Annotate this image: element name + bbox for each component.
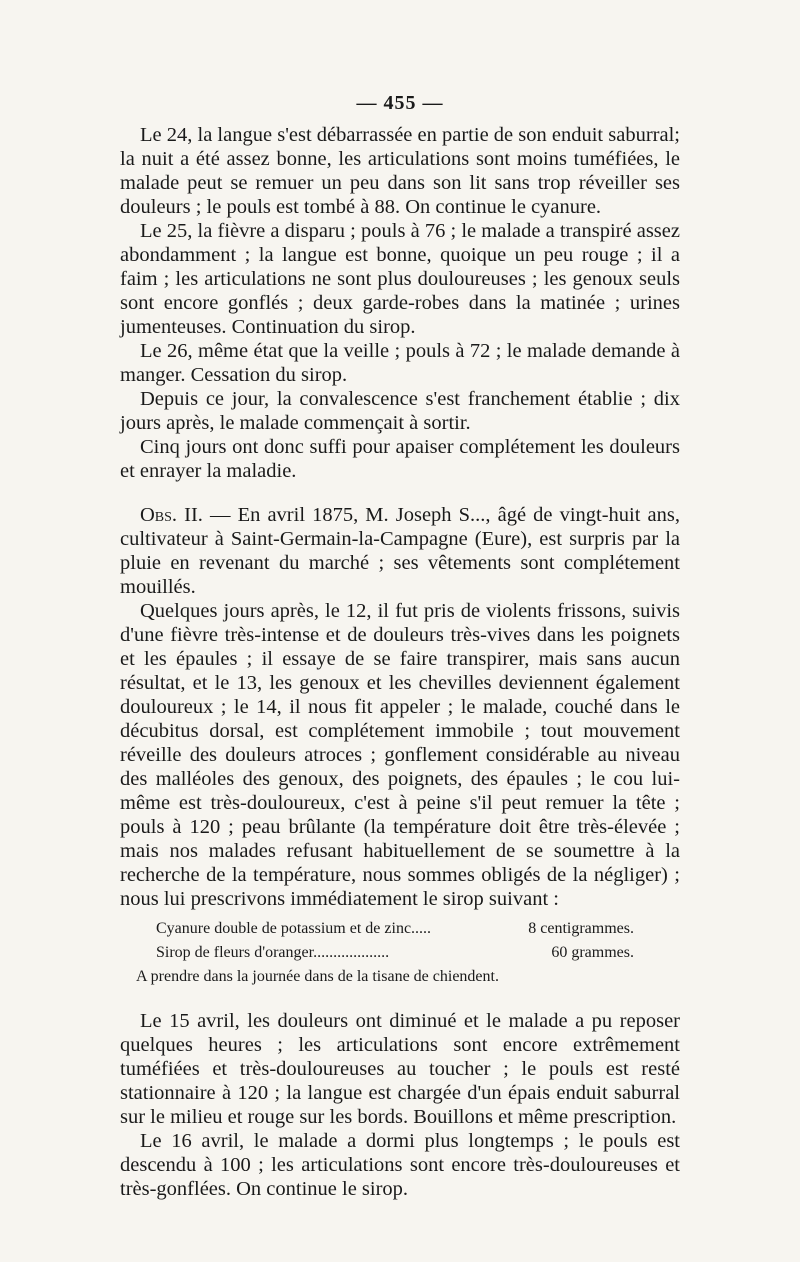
- paragraph-symptoms: Quelques jours après, le 12, il fut pris de violents frissons, suivis d'une fièvre très-intense et de douleurs très-vives dans les poignets et les épaules ; il essaye de se faire transpirer, mais sans aucun résultat, et le 13, les genoux et les chevilles deviennent également douloureux ; le 14, il nous fit appeler ; le malade, couché dans le décubitus dorsal, est complétement immobile ; tout mouvement réveille des douleurs atroces ; gonflement considérable au niveau des malléoles des genoux, des poignets, des épaules ; le cou lui-même est très-douloureux, c'est à peine s'il peut remuer la tête ; pouls à 120 ; peau brûlante (la température doit être très-élevée ; mais nos malades refusant habituellement de se soumettre à la recherche de la température, nous sommes obligés de la négliger) ; nous lui prescrivons immédiatement le sirop suivant :: [120, 600, 680, 910]
- prescription-formula: [120, 917, 680, 989]
- observation-text: — En avril 1875, M. Joseph S..., âgé de vingt-huit ans, cultivateur à Saint-Germain-la-Campagne (Eure), est surpris par la pluie en revenant du marché ; ses vêtements sont complétement mouillés.: [120, 504, 680, 598]
- observation-paragraph: [120, 503, 680, 599]
- formula-dose: 60 grammes.: [551, 944, 634, 961]
- paragraph-day-25: Le 25, la fièvre a disparu ; pouls à 76 ; le malade a transpiré assez abondamment ; la langue est bonne, quoique un peu rouge ; il a faim ; les articulations ne sont plus douloureuses ; les genoux seuls sont encore gonflés ; deux garde-robes dans la matinée ; urines jumenteuses. Continuation du sirop.: [120, 220, 680, 338]
- paragraph-april-16: Le 16 avril, le malade a dormi plus longtemps ; le pouls est descendu à 100 ; les articulations sont encore très-douloureuses et très-gonflées. On continue le sirop.: [120, 1130, 680, 1200]
- formula-item: Sirop de fleurs d'oranger...................: [156, 944, 390, 961]
- formula-dose: 8 centigrammes.: [528, 920, 634, 937]
- paragraph-day-24: Le 24, la langue s'est débarrassée en partie de son enduit saburral; la nuit a été assez bonne, les articulations sont moins tuméfiées, le malade peut se remuer un peu dans son lit sans trop réveiller ses douleurs ; le pouls est tombé à 88. On continue le cyanure.: [120, 124, 680, 218]
- document-page: [120, 92, 680, 1201]
- observation-label: Obs. II.: [140, 504, 203, 526]
- paragraph-day-26: Le 26, même état que la veille ; pouls à 72 ; le malade demande à manger. Cessation du sirop.: [120, 340, 680, 386]
- formula-instruction: A prendre dans la journée dans de la tisane de chiendent.: [136, 968, 499, 985]
- formula-item: Cyanure double de potassium et de zinc.....: [156, 920, 432, 937]
- paragraph-april-15: Le 15 avril, les douleurs ont diminué et le malade a pu reposer quelques heures ; les articulations sont encore extrêmement tuméfiées et très-douloureuses au toucher ; le pouls est resté stationnaire à 120 ; la langue est chargée d'un épais enduit saburral sur le milieu et rouge sur les bords. Bouillons et même prescription.: [120, 1010, 680, 1128]
- formula-row: [120, 917, 680, 941]
- page-number: — 455 —: [356, 92, 444, 114]
- formula-row: [120, 941, 680, 965]
- paragraph-convalescence: Depuis ce jour, la convalescence s'est franchement établie ; dix jours après, le malade commençait à sortir.: [120, 388, 680, 434]
- paragraph-conclusion: Cinq jours ont donc suffi pour apaiser complétement les douleurs et enrayer la maladie.: [120, 436, 680, 482]
